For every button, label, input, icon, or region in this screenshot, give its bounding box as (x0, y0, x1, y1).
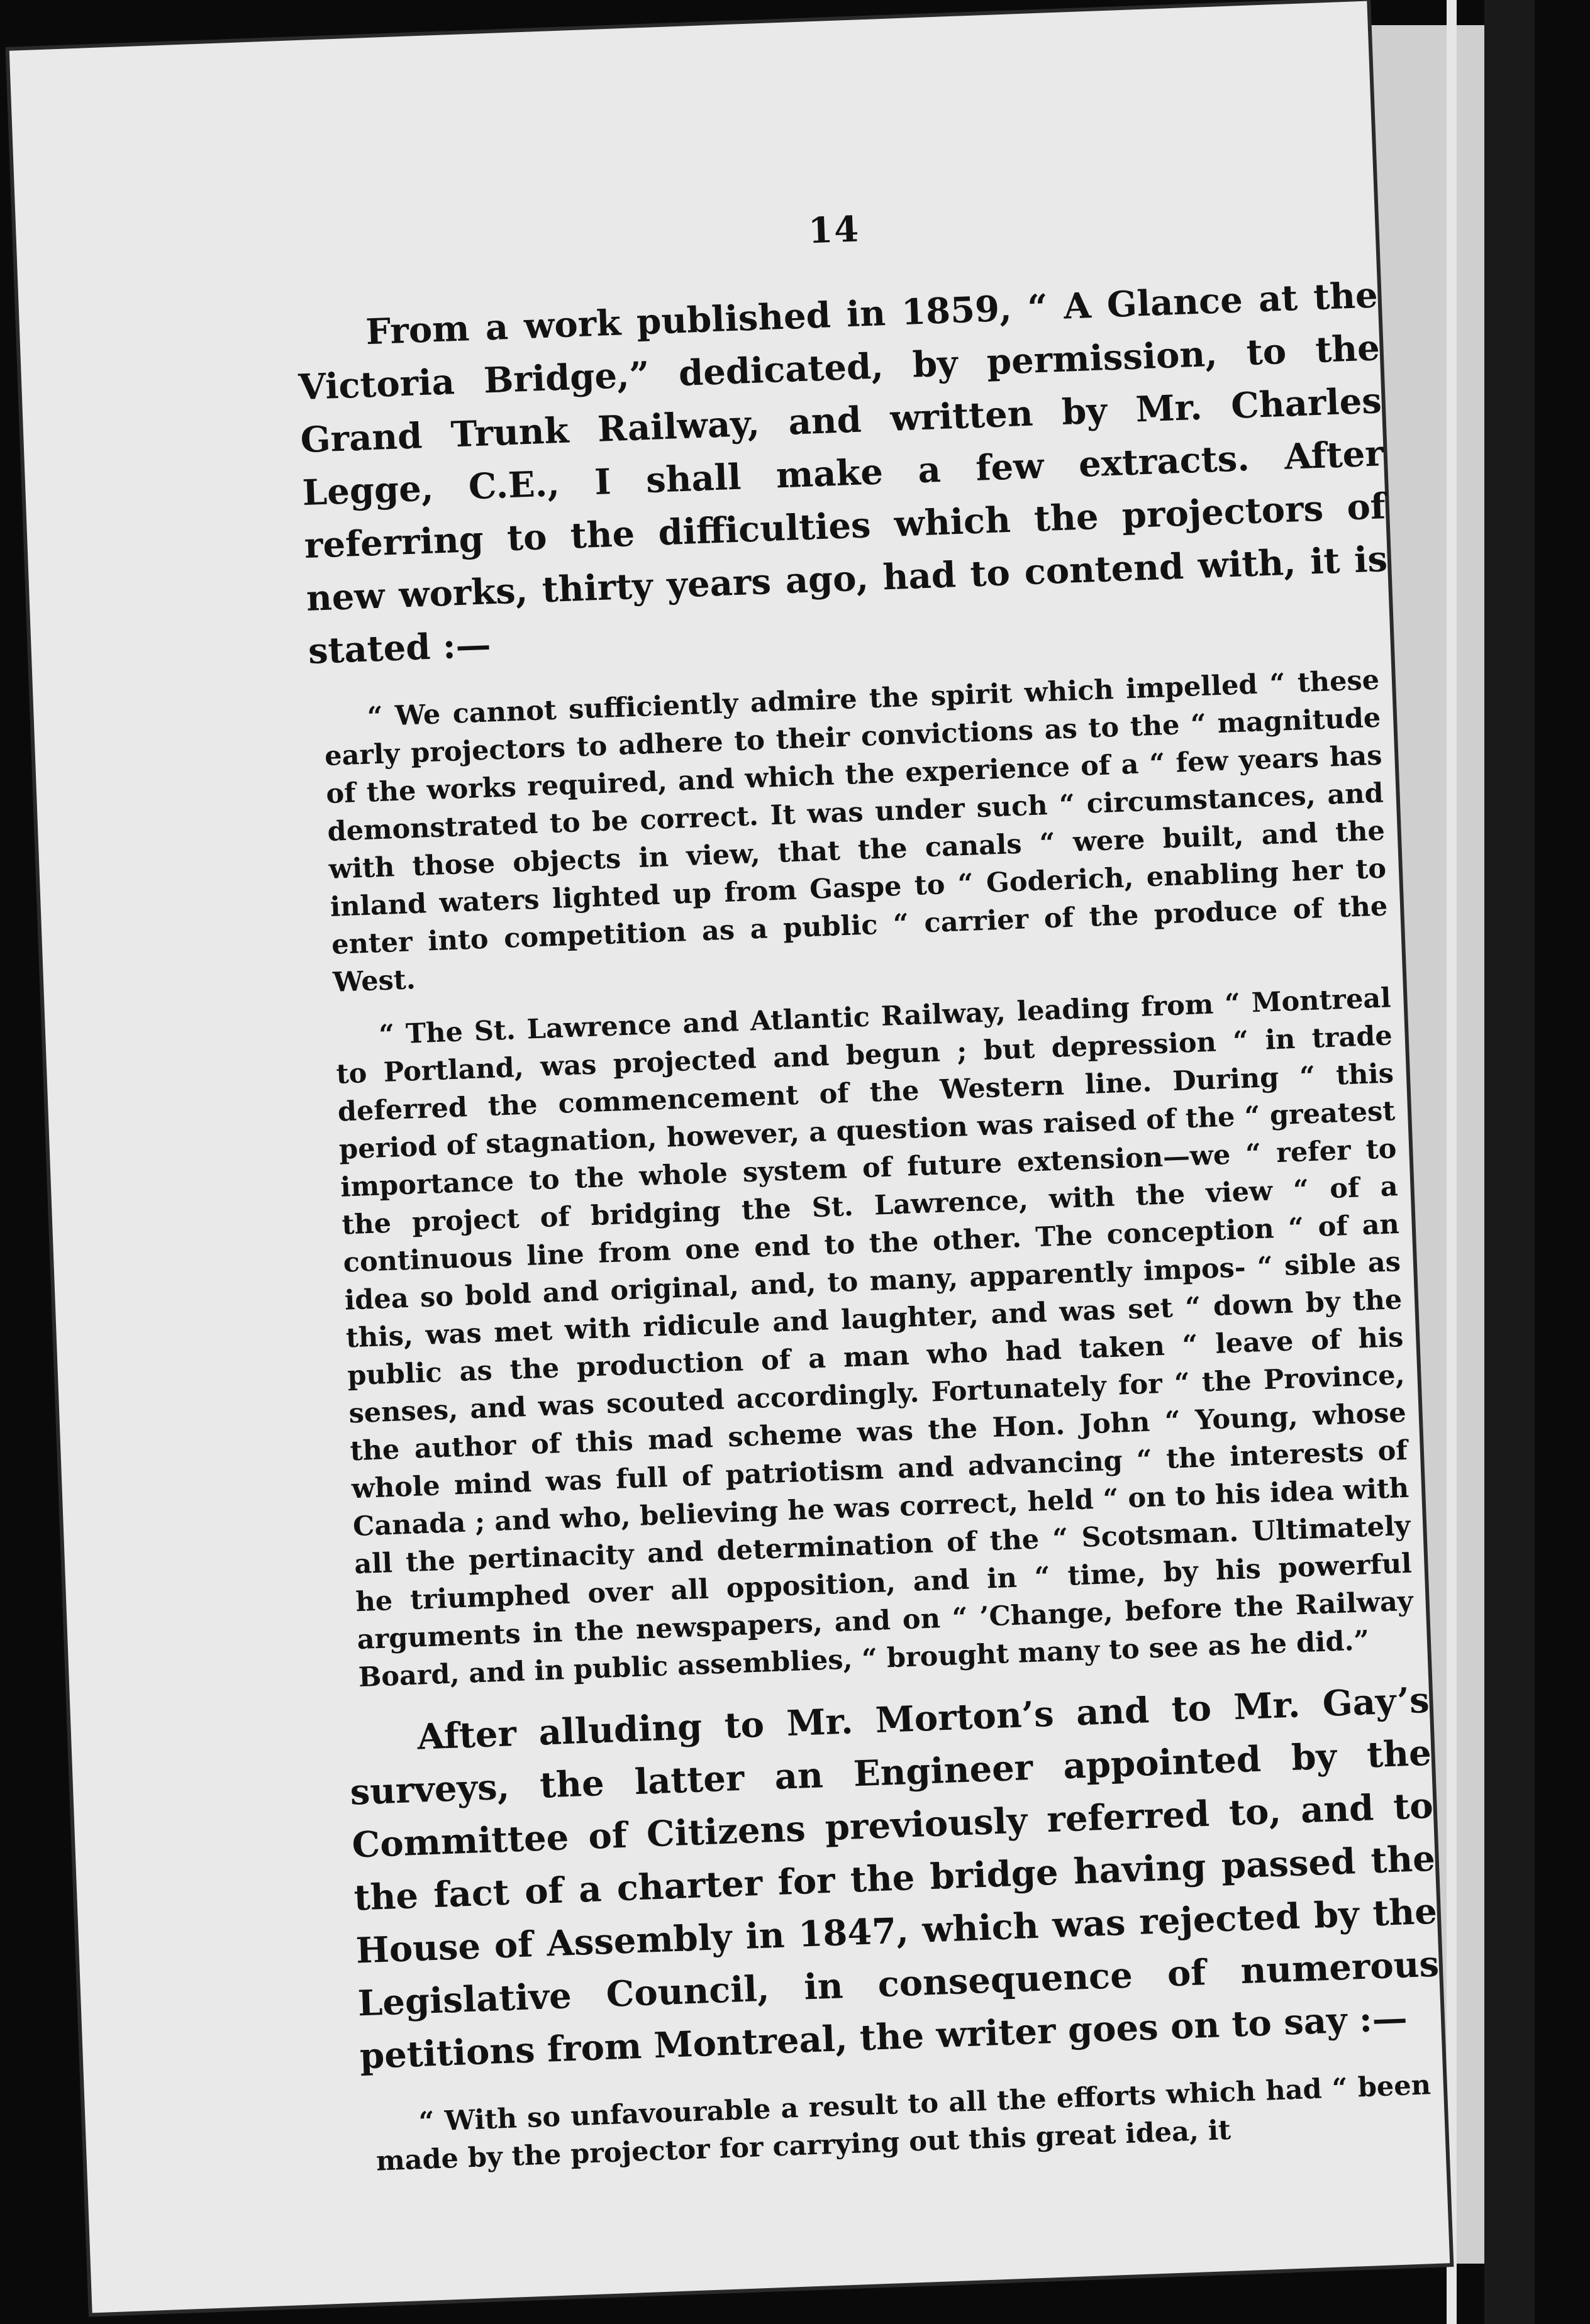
quote-paragraph-2: “ The St. Lawrence and Atlantic Railway, leading from “ Montreal to Portland, was projected and begun ; but depression “ in trade deferred the commencement of the Western line. During “ this period of stagnation, however, a question was raised of the “ greatest importance to the whole system of future extension—we “ refer to the project of bridging the St. Lawrence, with the view “ of a continuous line from one end to the other. The conception “ of an idea so bold and original, and, to many, apparently impos- “ sible as this, was met with ridicule and laughter, and was set “ down by the public as the production of a man who had taken “ leave of his senses, and was scouted accordingly. Fortunately for “ the Province, the author of this mad scheme was the Hon. John “ Young, whose whole mind was full of patriotism and advancing “ the interests of Canada ; and who, believing he was correct, held “ on to his idea with all the pertinacity and determination of the “ Scotsman. Ultimately he triumphed over all opposition, and in “ time, by his powerful arguments in the newspapers, and on “ ’Change, before the Railway Board, and in public assemblies, “ brought many to see as he did.” (335, 982, 1414, 1694)
quote-paragraph-1: “ We cannot sufficiently admire the spirit which impelled “ these early projectors to adhere to their convictions as to the “ magnitude of the works required, and which the experience of a “ few years has demonstrated to be correct. It was under such “ circumstances, and with those objects in view, that the canals “ were built, and the inland waters lighted up from Gaspe to “ Goderich, enabling her to enter into competition as a public “ carrier of the produce of the West. (324, 664, 1389, 999)
paragraph-intro: From a work published in 1859, “ A Glance at the Victoria Bridge,” dedicated, by permission, to the Grand Trunk Railway, and written by Mr. Charles Legge, C.E., I shall make a few extracts. After referring to the difficulties which the projectors of new works, thirty years ago, had to contend with, it is stated :— (297, 274, 1389, 672)
paragraph-after-alluding: After alluding to Mr. Morton’s and to Mr. Gay’s surveys, the latter an Engineer appointed by the Committee of Citizens previously referred to, and to the fact of a charter for the bridge having passed the House of Assembly in 1847, which was rejected by the Legislative Council, in consequence of numerous petitions from Montreal, the writer goes on to say :— (349, 1679, 1440, 2078)
page-number: 14 (807, 208, 861, 252)
quote-paragraph-3: “ With so unfavourable a result to all the efforts which had “ been made by the projector for carrying out this great idea, it (375, 2069, 1432, 2177)
page-edge-strip (1447, 0, 1457, 2324)
book-page (9, 1, 1450, 2313)
page-content (292, 189, 1446, 2197)
dark-margin-strip (1484, 0, 1535, 2324)
